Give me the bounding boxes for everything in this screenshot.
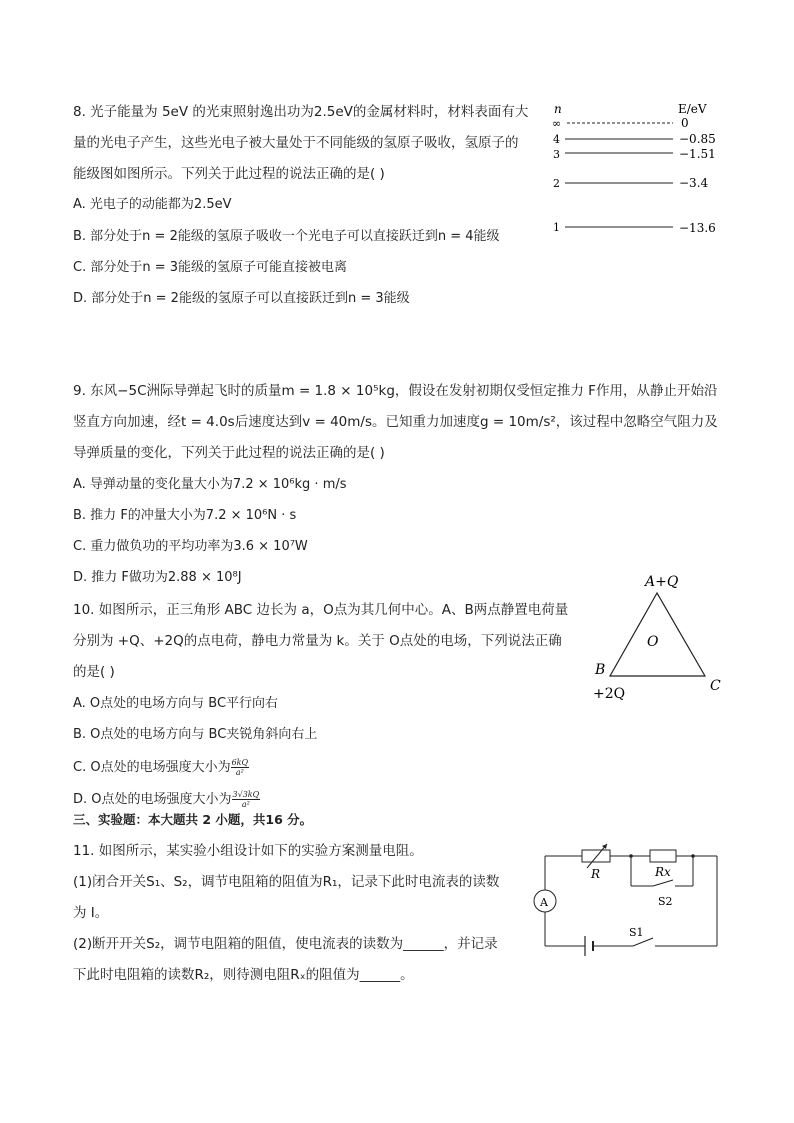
q10-option-c-denominator: a² — [235, 768, 244, 777]
q10-stem-line-3: 的是( ) — [73, 664, 115, 680]
level-n-4: 4 — [553, 133, 560, 146]
q8-option-d: D. 部分处于n = 2能级的氢原子可以直接跃迁到n = 3能级 — [73, 291, 410, 306]
diagram-n-header: n — [554, 102, 562, 116]
q8-stem-line-1: 8. 光子能量为 5eV 的光束照射逸出功为2.5eV的金属材料时，材料表面有大 — [73, 104, 529, 120]
energy-level-diagram — [545, 98, 735, 243]
q10-option-d-numerator: 3√3kQ — [232, 790, 260, 799]
q11-stem-line-3: 为 I。 — [73, 905, 109, 921]
q8-stem-line-2: 量的光电子产生，这些光电子被大量处于不同能级的氢原子吸收，氢原子的 — [73, 135, 519, 151]
q10-option-d-denominator: a² — [241, 800, 250, 809]
q9-stem-line-2: 竖直方向加速，经t = 4.0s后速度达到v = 40m/s。已知重力加速度g = 10m/s²，该过程中忽略空气阻力及 — [73, 414, 718, 430]
level-e-3: −1.51 — [679, 147, 716, 161]
circuit-diagram — [525, 838, 725, 958]
q9-option-b: B. 推力 F的冲量大小为7.2 × 10⁶N · s — [73, 508, 297, 523]
label-rx: Rx — [655, 865, 671, 879]
switch-s1 — [633, 938, 653, 946]
label-a-charge: A+Q — [645, 574, 679, 590]
label-o: O — [647, 634, 659, 650]
q11-stem-line-5: 下此时电阻箱的读数R₂，则待测电阻Rₓ的阻值为______。 — [73, 967, 414, 983]
q9-option-c: C. 重力做负功的平均功率为3.6 × 10⁷W — [73, 539, 308, 554]
q11-stem-line-2: (1)闭合开关S₁、S₂，调节电阻箱的阻值为R₁，记录下此时电流表的读数 — [73, 874, 500, 890]
q10-option-b: B. O点处的电场方向与 BC夹锐角斜向右上 — [73, 727, 318, 742]
q10-option-a: A. O点处的电场方向与 BC平行向右 — [73, 696, 279, 711]
level-n-3: 3 — [553, 148, 560, 161]
label-b: B — [595, 662, 606, 678]
level-e-inf: 0 — [681, 116, 689, 130]
level-n-inf: ∞ — [552, 117, 562, 130]
level-n-1: 1 — [553, 221, 560, 234]
ammeter-label: A — [540, 896, 548, 909]
resistor-box-rx — [650, 850, 676, 862]
q10-option-d-text: D. O点处的电场强度大小为 — [73, 792, 232, 807]
q9-stem-line-1: 9. 东风−5C洲际导弹起飞时的质量m = 1.8 × 10⁵kg，假设在发射初期仅受恒定推力 F作用，从静止开始沿 — [73, 383, 718, 399]
label-b-charge: +2Q — [593, 686, 626, 702]
q8-option-a: A. 光电子的动能都为2.5eV — [73, 197, 232, 212]
q10-option-c — [73, 758, 249, 777]
q10-option-c-fraction — [231, 758, 250, 777]
level-n-2: 2 — [553, 177, 560, 190]
diagram-energy-header: E/eV — [678, 102, 707, 116]
q10-stem-line-2: 分别为 +Q、+2Q的点电荷，静电力常量为 k。关于 O点处的电场，下列说法正确 — [73, 633, 562, 649]
level-e-2: −3.4 — [679, 176, 709, 190]
q10-option-d — [73, 790, 260, 809]
level-e-4: −0.85 — [679, 132, 716, 146]
q8-option-c: C. 部分处于n = 3能级的氢原子可能直接被电离 — [73, 260, 348, 275]
q10-option-c-numerator: 6kQ — [231, 758, 249, 767]
q8-stem-line-3: 能级图如图所示。下列关于此过程的说法正确的是( ) — [73, 166, 385, 182]
q9-stem-line-3: 导弹质量的变化，下列关于此过程的说法正确的是( ) — [73, 445, 385, 461]
resistor-box-r — [582, 850, 610, 862]
switch-s2 — [653, 880, 673, 886]
q10-stem-line-1: 10. 如图所示，正三角形 ABC 边长为 a，O点为其几何中心。A、B两点静置电荷量 — [73, 602, 569, 618]
label-s2: S2 — [658, 895, 673, 908]
q8-option-b: B. 部分处于n = 2能级的氢原子吸收一个光电子可以直接跃迁到n = 4能级 — [73, 229, 500, 244]
q11-stem-line-1: 11. 如图所示，某实验小组设计如下的实验方案测量电阻。 — [73, 843, 423, 859]
section-3-title: 三、实验题：本大题共 2 小题，共16 分。 — [73, 812, 313, 827]
level-e-1: −13.6 — [679, 221, 716, 235]
q11-stem-line-4: (2)断开开关S₂，调节电阻箱的阻值，使电流表的读数为______，并记录 — [73, 936, 498, 952]
label-r: R — [591, 867, 601, 881]
q10-option-c-text: C. O点处的电场强度大小为 — [73, 760, 231, 775]
label-c: C — [710, 678, 721, 694]
triangle-diagram — [585, 568, 735, 708]
q9-option-d: D. 推力 F做功为2.88 × 10⁸J — [73, 570, 242, 585]
q9-option-a: A. 导弹动量的变化量大小为7.2 × 10⁶kg · m/s — [73, 477, 347, 492]
label-s1: S1 — [629, 926, 644, 939]
q10-option-d-fraction — [232, 790, 261, 809]
